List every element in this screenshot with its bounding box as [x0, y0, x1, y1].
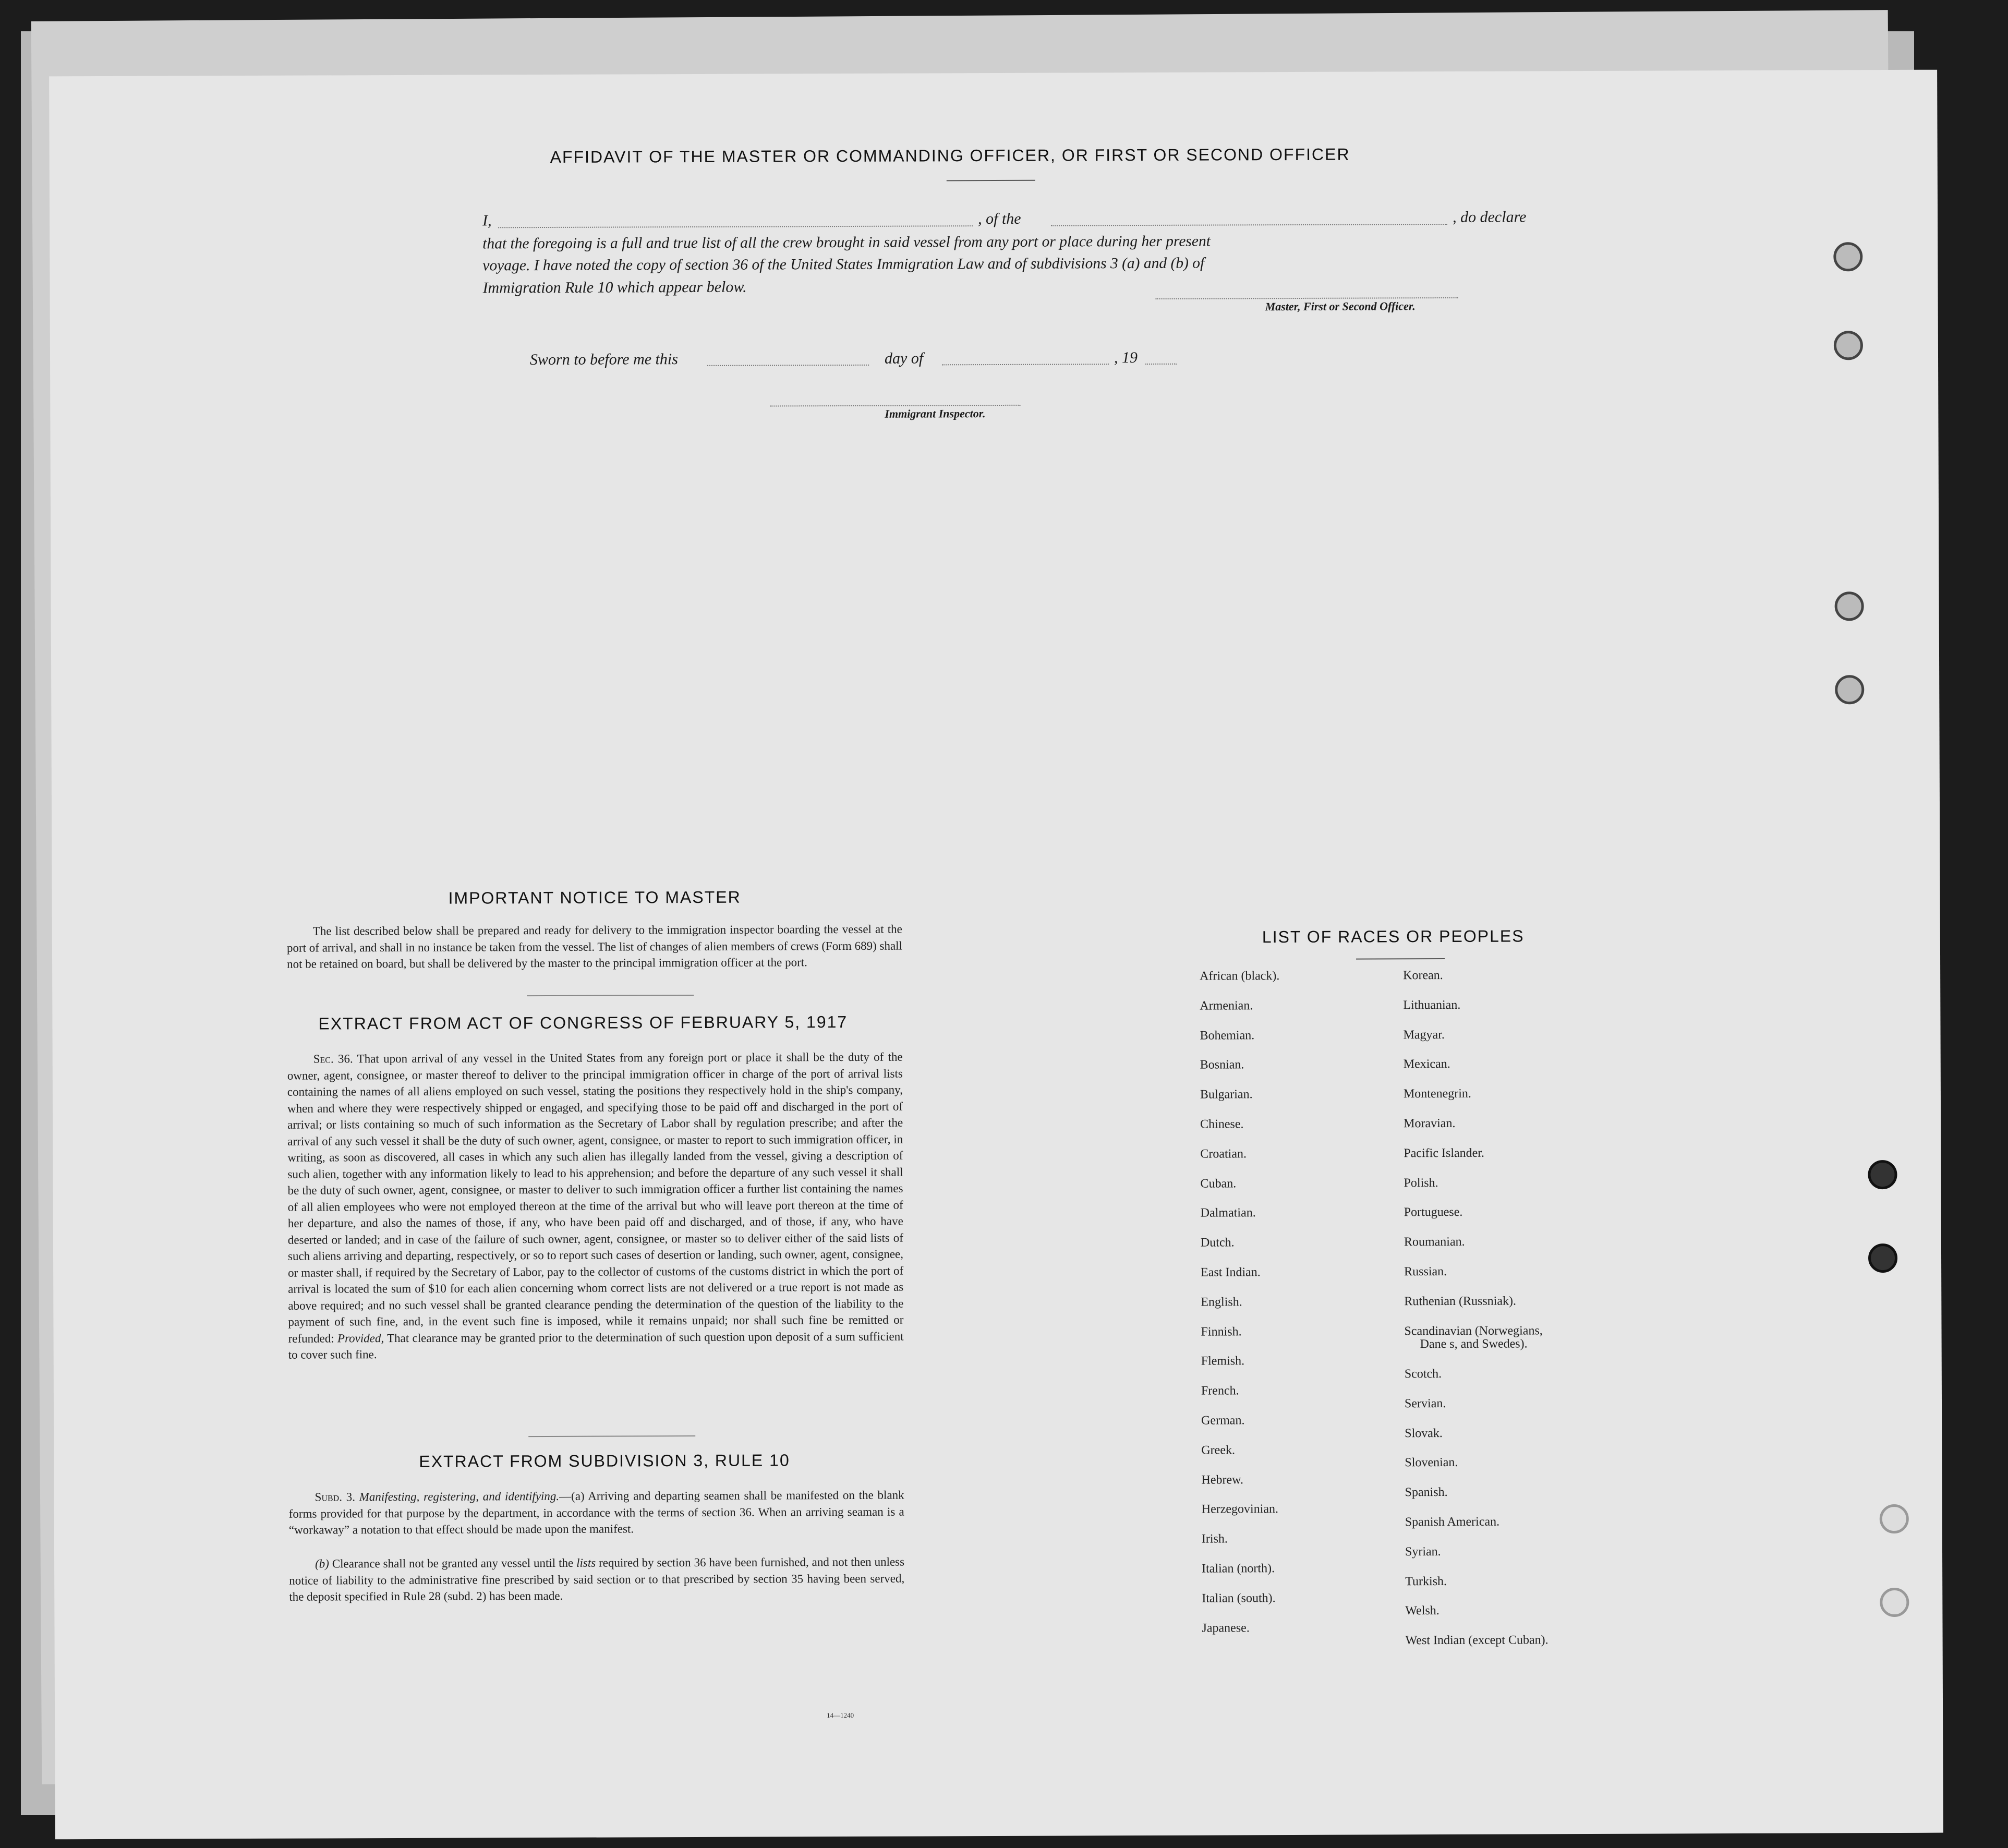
race-item: East Indian.: [1201, 1265, 1261, 1279]
race-item: Moravian.: [1404, 1116, 1456, 1131]
sworn-year: , 19: [1114, 349, 1138, 367]
divider: [527, 995, 694, 996]
race-item: Turkish.: [1405, 1574, 1447, 1588]
year-blank: [1145, 364, 1177, 365]
month-blank: [942, 364, 1109, 365]
races-title: LIST OF RACES OR PEOPLES: [1262, 926, 1525, 947]
race-item: Scandinavian (Norwegians,: [1404, 1323, 1543, 1338]
binder-hole: [1834, 331, 1863, 360]
race-item: Korean.: [1403, 969, 1443, 983]
affidavit-line-3: voyage. I have noted the copy of section 36 of the United States Immigration Law and of subdivisions 3 (a) and (b) of: [482, 255, 1205, 274]
inspector-blank: [770, 405, 1020, 407]
race-item: English.: [1201, 1295, 1242, 1309]
race-item: Finnish.: [1201, 1324, 1242, 1339]
subd-label: Subd. 3.: [314, 1490, 356, 1504]
race-item: Slovenian.: [1405, 1456, 1458, 1470]
race-item: Herzegovinian.: [1201, 1502, 1279, 1517]
race-item: Scotch.: [1404, 1367, 1442, 1381]
extract-rule-para-a: [289, 1487, 904, 1539]
binder-hole: [1880, 1588, 1909, 1617]
race-item: Flemish.: [1201, 1354, 1245, 1369]
race-item: Montenegrin.: [1403, 1087, 1471, 1101]
para-a-text: Arriving and departing seamen shall be manifested on the blank forms provided for that purpose by the department, in accordance with the terms of section 36. When an arriving seaman is a “workaway” a notation to that effect should be made upon the manifest.: [288, 1488, 904, 1537]
race-item: Italian (north).: [1202, 1562, 1275, 1576]
extract-act-body: [287, 1049, 904, 1363]
race-item: Welsh.: [1405, 1604, 1440, 1618]
race-item: Japanese.: [1202, 1621, 1250, 1635]
extract-rule-title: EXTRACT FROM SUBDIVISION 3, RULE 10: [419, 1451, 790, 1471]
sec-36-text-end: That clearance may be granted prior to the determination of such question upon deposit of a sum sufficient to cover such fine.: [288, 1330, 904, 1361]
race-item: Irish.: [1201, 1532, 1228, 1546]
affidavit-line-2: that the foregoing is a full and true list of all the crew brought in said vessel from any port or place during her present: [482, 233, 1211, 252]
divider: [947, 180, 1035, 182]
race-item: African (black).: [1200, 969, 1280, 983]
para-b-text-2: required by section 36 have been furnished, and not then unless notice of liability to the administrative fine prescribed by said section or to that prescribed by section 35 having been served, the deposit specified in Rule 28 (subd. 2) has been made.: [289, 1555, 905, 1603]
form-number: 14—1240: [827, 1711, 854, 1720]
race-item: Slovak.: [1405, 1426, 1443, 1440]
binder-hole: [1868, 1160, 1897, 1189]
race-item: Dalmatian.: [1200, 1206, 1256, 1221]
divider: [528, 1435, 695, 1437]
extract-act-title: EXTRACT FROM ACT OF CONGRESS OF FEBRUARY 5, 1917: [318, 1012, 848, 1033]
binder-hole: [1833, 242, 1862, 271]
race-item: Lithuanian.: [1403, 998, 1461, 1012]
para-b-lists: lists: [576, 1556, 596, 1569]
race-item: Spanish.: [1405, 1485, 1448, 1500]
affidavit-i: I,: [482, 212, 492, 230]
race-item: Servian.: [1404, 1396, 1446, 1411]
extract-rule-para-b: [289, 1554, 904, 1605]
race-item: West Indian (except Cuban).: [1405, 1633, 1549, 1648]
race-item: Polish.: [1404, 1176, 1438, 1190]
binder-hole: [1868, 1243, 1897, 1273]
race-item: Bosnian.: [1200, 1058, 1244, 1072]
binder-hole: [1835, 591, 1864, 621]
race-item: Roumanian.: [1404, 1235, 1465, 1249]
notice-title: IMPORTANT NOTICE TO MASTER: [448, 887, 741, 908]
binder-hole: [1880, 1504, 1909, 1533]
para-b-label: (b): [315, 1557, 329, 1571]
race-item: Hebrew.: [1201, 1472, 1243, 1487]
race-item: Russian.: [1404, 1264, 1447, 1279]
provided-label: Provided,: [337, 1331, 384, 1345]
subd-heading: Manifesting, registering, and identifying.: [359, 1489, 560, 1504]
race-item: Mexican.: [1403, 1057, 1450, 1071]
race-item: French.: [1201, 1384, 1239, 1398]
race-item: Spanish American.: [1405, 1515, 1500, 1529]
race-item: Portuguese.: [1404, 1205, 1463, 1219]
notice-body: The list described below shall be prepared and ready for delivery to the immigration inspector boarding the vessel at the port of arrival, and shall in no instance be taken from the vessel. The list of changes of alien members of crews (Form 689) shall not be retained on board, but shall be delivered by the master to the principal immigration officer at the port.: [286, 922, 902, 971]
race-item: Italian (south).: [1202, 1591, 1276, 1605]
inspector-caption: Immigrant Inspector.: [885, 407, 986, 420]
sec-label: Sec. 36.: [313, 1052, 353, 1066]
race-item: Bohemian.: [1200, 1028, 1255, 1043]
divider: [1356, 958, 1445, 960]
race-item: Cuban.: [1200, 1176, 1237, 1191]
race-item: Pacific Islander.: [1404, 1146, 1484, 1161]
vessel-blank: [1051, 224, 1447, 226]
race-item: Dutch.: [1200, 1236, 1235, 1250]
race-item: German.: [1201, 1414, 1245, 1428]
para-b-text-1: Clearance shall not be granted any vessel until the: [332, 1556, 574, 1571]
name-blank: [498, 225, 973, 228]
binder-hole: [1835, 675, 1864, 704]
race-item: Greek.: [1201, 1443, 1236, 1457]
signature-caption: Master, First or Second Officer.: [1265, 299, 1416, 313]
affidavit-title: AFFIDAVIT OF THE MASTER OR COMMANDING OFFICER, OR FIRST OR SECOND OFFICER: [550, 144, 1350, 166]
sworn-prefix: Sworn to before me this: [529, 351, 678, 369]
race-item: Bulgarian.: [1200, 1088, 1253, 1102]
affidavit-line-4: Immigration Rule 10 which appear below.: [482, 278, 747, 297]
document-page: [49, 70, 1943, 1840]
race-item: Magyar.: [1403, 1028, 1445, 1042]
race-item: Croatian.: [1200, 1147, 1247, 1161]
sec-36-text: That upon arrival of any vessel in the United States from any foreign port or place it shall be the duty of the owner, agent, consignee, or master thereof to deliver to the principal immigration officer in charge of the port of arrival lists containing the names of all aliens employed on such vessel, stating the positions they respectively hold in the ship's company, when and where they were respectively shipped or engaged, and specifying those to be paid off and discharged in the port of arrival; or lists containing so much of such information as the Secretary of Labor shall by regulation prescribe; and after the arrival of any such vessel it shall be the duty of such owner, agent, consignee, or master to report to such immigration officer, in writing, as soon as discovered, all cases in which any such alien has illegally landed from the vessel, giving a description of such alien, together with any information likely to lead to his apprehension; and before the departure of any such vessel it shall be the duty of such owner, agent, consignee, or master to deliver to such immigration officer a further list containing the names of all alien employees who were not employed thereon at the time of the arrival but who will leave port thereon at the time of her departure, and also the names of those, if any, who have been paid off and discharged, and of those, if any, who have deserted or landed; and in case of the failure of such owner, agent, consignee, or master so to deliver either of the said lists of such aliens arriving and departing, respectively, or so to report such cases of desertion or landing, such owner, agent, consignee, or master shall, if required by the Secretary of Labor, pay to the collector of customs of the customs district in which the port of arrival is located the sum of $10 for each alien concerning whom correct lists are not delivered or a true report is not made as above required; and no such vessel shall be granted clearance pending the determination of the question of the liability to the payment of such fine, and, in the event such fine is imposed, while it remains unpaid; nor shall such fine be remitted or refunded:: [287, 1050, 904, 1345]
affidavit-do-declare: , do declare: [1453, 208, 1527, 226]
affidavit-of-the: , of the: [978, 210, 1021, 228]
race-item: Chinese.: [1200, 1117, 1244, 1131]
race-item: Armenian.: [1200, 999, 1253, 1013]
race-item: Ruthenian (Russniak).: [1404, 1294, 1517, 1309]
race-item: Syrian.: [1405, 1544, 1441, 1559]
day-blank: [707, 365, 869, 366]
race-item: Dane s, and Swedes).: [1420, 1337, 1528, 1351]
sworn-day-of: day of: [884, 349, 924, 367]
para-a-label: —(a): [559, 1489, 585, 1503]
